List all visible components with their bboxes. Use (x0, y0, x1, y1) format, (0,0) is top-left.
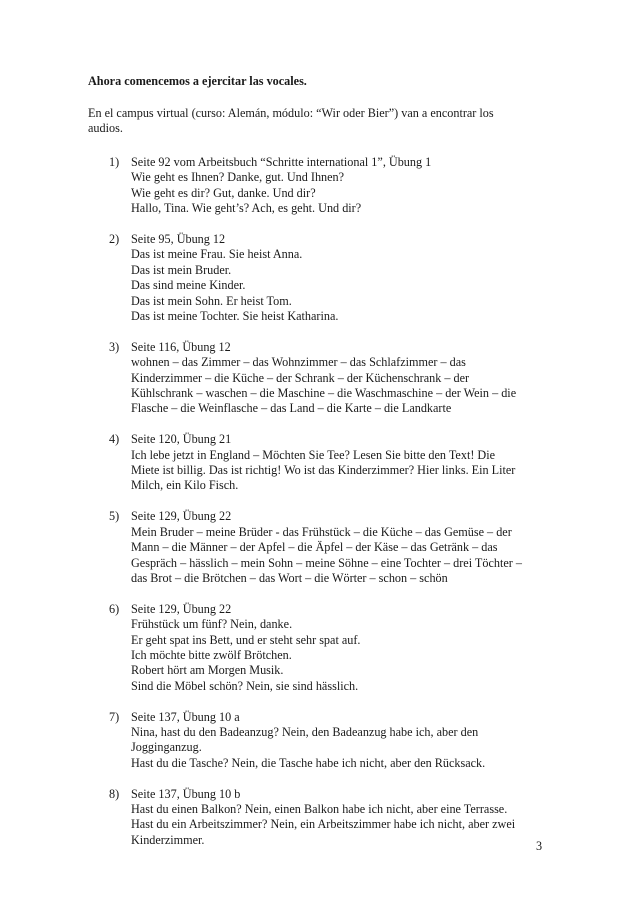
exercise-line: Sind die Möbel schön? Nein, sie sind hässlich. (131, 678, 359, 693)
item-number: 6) (109, 601, 120, 616)
exercise-line: das Brot – die Brötchen – das Wort – die Wörter – schon – schön (131, 570, 448, 585)
exercise-line: Das ist meine Frau. Sie heist Anna. (131, 247, 303, 262)
exercise-line: Das ist meine Tochter. Sie heist Katharina. (131, 309, 339, 324)
exercise-line: wohnen – das Zimmer – das Wohnzimmer – das Schlafzimmer – das (131, 355, 466, 370)
item-number: 1) (109, 155, 120, 169)
exercise-item (88, 232, 558, 324)
exercise-reference: Seite 95, Übung 12 (131, 232, 226, 247)
intro-paragraph (88, 106, 548, 137)
exercise-line: Wie geht es dir? Gut, danke. Und dir? (131, 185, 316, 200)
exercise-line: Wie geht es Ihnen? Danke, gut. Und Ihnen? (131, 170, 345, 185)
exercise-item (88, 155, 558, 217)
item-number: 4) (109, 432, 120, 447)
exercise-line: Frühstück um fünf? Nein, danke. (131, 617, 293, 632)
intro-line: En el campus virtual (curso: Alemán, módulo: “Wir oder Bier”) van a encontrar los (88, 106, 494, 120)
exercise-line: Das sind meine Kinder. (131, 278, 246, 293)
exercise-line: Milch, ein Kilo Fisch. (131, 478, 239, 493)
exercise-reference: Seite 129, Übung 22 (131, 509, 232, 524)
exercise-line: Kinderzimmer – die Küche – der Schrank – der Küchenschrank – der (131, 370, 470, 385)
exercise-line: Hallo, Tina. Wie geht’s? Ach, es geht. Und dir? (131, 201, 362, 216)
item-number: 7) (109, 709, 120, 724)
exercise-line: Ich lebe jetzt in England – Möchten Sie Tee? Lesen Sie bitte den Text! Die (131, 447, 496, 462)
exercise-reference: Seite 92 vom Arbeitsbuch “Schritte international 1”, Übung 1 (131, 155, 432, 169)
exercise-line: Das ist mein Sohn. Er heist Tom. (131, 293, 292, 308)
exercise-line: Ich möchte bitte zwölf Brötchen. (131, 647, 292, 662)
exercise-reference: Seite 129, Übung 22 (131, 601, 232, 616)
intro-line: audios. (88, 121, 123, 136)
exercise-line: Miete ist billig. Das ist richtig! Wo ist das Kinderzimmer? Hier links. Ein Liter (131, 463, 516, 478)
exercise-reference: Seite 116, Übung 12 (131, 339, 231, 354)
exercise-line: Robert hört am Morgen Musik. (131, 663, 284, 678)
exercise-reference: Seite 120, Übung 21 (131, 432, 232, 447)
exercise-line: Mein Bruder – meine Brüder - das Frühstück – die Küche – das Gemüse – der (131, 524, 512, 539)
item-number: 3) (109, 339, 120, 354)
exercise-line: Kühlschrank – waschen – die Maschine – die Waschmaschine – der Wein – die (131, 386, 517, 401)
exercise-item (88, 432, 558, 494)
exercise-item (88, 340, 558, 417)
exercise-reference: Seite 137, Übung 10 b (131, 786, 241, 801)
exercise-item (88, 710, 558, 772)
exercise-line: Hast du einen Balkon? Nein, einen Balkon habe ich nicht, aber eine Terrasse. (131, 801, 508, 816)
exercise-line: Nina, hast du den Badeanzug? Nein, den Badeanzug habe ich, aber den (131, 724, 479, 739)
section-heading: Ahora comencemos a ejercitar las vocales. (88, 74, 307, 88)
exercise-list (88, 155, 558, 864)
item-number: 2) (109, 232, 120, 247)
page-number: 3 (536, 839, 543, 853)
exercise-line: Jogginganzug. (131, 740, 202, 755)
exercise-line: Gespräch – hässlich – mein Sohn – meine Söhne – eine Tochter – drei Töchter – (131, 555, 522, 570)
exercise-line: Flasche – die Weinflasche – das Land – die Karte – die Landkarte (131, 401, 452, 416)
exercise-line: Er geht spat ins Bett, und er steht sehr spat auf. (131, 632, 361, 647)
exercise-line: Das ist mein Bruder. (131, 262, 232, 277)
exercise-item (88, 602, 558, 694)
exercise-line: Hast du ein Arbeitszimmer? Nein, ein Arbeitszimmer habe ich nicht, aber zwei (131, 817, 516, 832)
item-number: 8) (109, 786, 120, 801)
exercise-line: Mann – die Männer – der Apfel – die Äpfel – der Käse – das Getränk – das (131, 540, 498, 555)
exercise-line: Hast du die Tasche? Nein, die Tasche habe ich nicht, aber den Rücksack. (131, 755, 486, 770)
exercise-line: Kinderzimmer. (131, 832, 205, 847)
exercise-reference: Seite 137, Übung 10 a (131, 709, 240, 724)
item-number: 5) (109, 509, 120, 524)
exercise-item (88, 787, 558, 849)
exercise-item (88, 509, 558, 586)
